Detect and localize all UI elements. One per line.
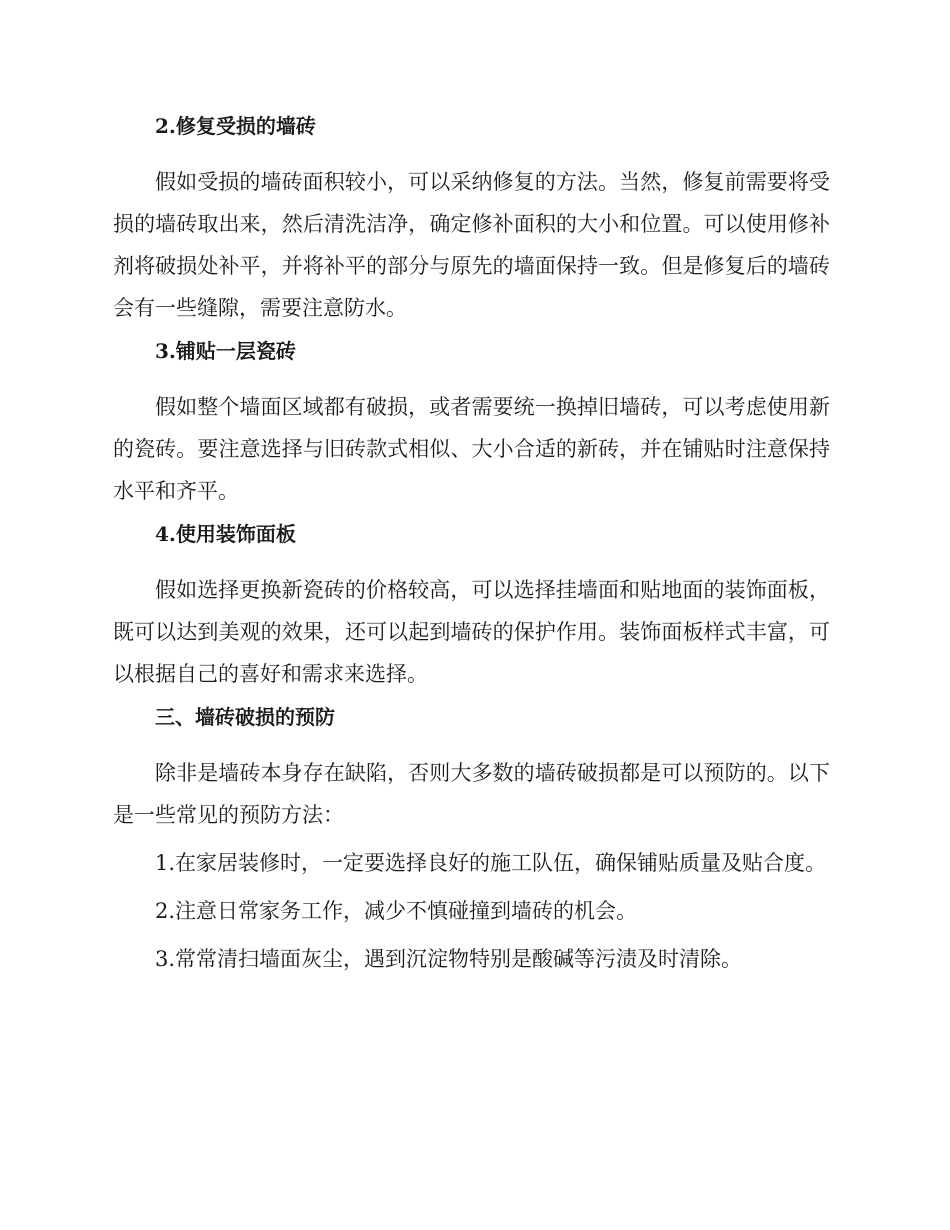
section-heading-new-tiles: 3.铺贴一层瓷砖 — [155, 339, 296, 363]
section-heading-repair: 2.修复受损的墙砖 — [155, 114, 316, 138]
section-paragraph-decorative-panel: 假如选择更换新瓷砖的价格较高，可以选择挂墙面和贴地面的装饰面板，既可以达到美观的效果，还可以起到墙砖的保护作用。装饰面板样式丰富，可以根据自己的喜好和需求来选择。 — [113, 578, 830, 686]
prevention-item: 2.注意日常家务工作，减少不慎碰撞到墙砖的机会。 — [155, 899, 638, 923]
prevention-item: 1.在家居装修时，一定要选择良好的施工队伍，确保铺贴质量及贴合度。 — [155, 851, 827, 875]
section-heading-decorative-panel: 4.使用装饰面板 — [155, 522, 296, 546]
section-heading-prevention: 三、墙砖破损的预防 — [155, 705, 335, 729]
section-paragraph-new-tiles: 假如整个墙面区域都有破损，或者需要统一换掉旧墙砖，可以考虑使用新的瓷砖。要注意选择与旧砖款式相似、大小合适的新砖，并在铺贴时注意保持水平和齐平。 — [113, 395, 830, 503]
section-paragraph-repair: 假如受损的墙砖面积较小，可以采纳修复的方法。当然，修复前需要将受损的墙砖取出来，然后清洗洁净，确定修补面积的大小和位置。可以使用修补剂将破损处补平，并将补平的部分与原先的墙面保持一致。但是修复后的墙砖会有一些缝隙，需要注意防水。 — [113, 170, 830, 320]
prevention-item: 3.常常清扫墙面灰尘，遇到沉淀物特别是酸碱等污渍及时清除。 — [155, 947, 743, 971]
document-page — [113, 110, 830, 986]
section-paragraph-prevention: 除非是墙砖本身存在缺陷，否则大多数的墙砖破损都是可以预防的。以下是一些常见的预防方法： — [113, 761, 830, 827]
